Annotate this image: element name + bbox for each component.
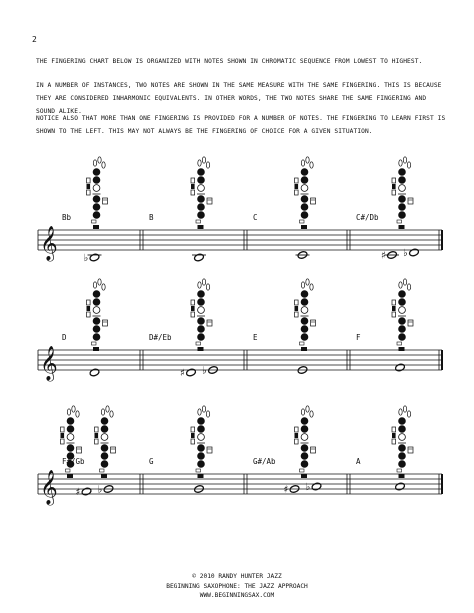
tone-hole-icon xyxy=(198,318,205,325)
low-key-icon xyxy=(301,347,307,351)
tone-hole-icon xyxy=(301,326,308,333)
fingering-diagram xyxy=(295,279,316,351)
palm-key-icon xyxy=(206,162,209,168)
note-label: Bb xyxy=(62,213,72,222)
low-key-icon xyxy=(301,225,307,229)
side-key-icon xyxy=(295,300,299,305)
side-key-icon xyxy=(191,427,195,432)
tone-hole-icon xyxy=(399,461,406,468)
low-key-icon xyxy=(300,220,305,223)
palm-key-icon xyxy=(306,406,309,412)
tone-hole-icon xyxy=(198,204,205,211)
tone-hole-icon xyxy=(301,434,308,441)
side-key-icon xyxy=(87,184,91,189)
tone-hole-icon xyxy=(101,418,108,425)
palm-key-icon xyxy=(102,284,105,290)
tone-hole-icon xyxy=(301,445,308,452)
side-key-icon xyxy=(87,300,91,305)
low-key-icon xyxy=(397,220,402,223)
copyright-line: © 2010 RANDY HUNTER JAZZ xyxy=(192,573,282,580)
low-key-icon xyxy=(300,342,305,345)
tone-hole-icon xyxy=(101,445,108,452)
side-key-icon xyxy=(311,447,316,453)
side-key-icon xyxy=(191,312,195,317)
tone-hole-icon xyxy=(93,212,100,219)
note-label: G#/Ab xyxy=(253,457,276,466)
alternate-fingering-paragraph: NOTICE ALSO THAT MORE THAN ONE FINGERING IS PROVIDED FOR A NUMBER OF NOTES. THE FINGERING TO LEARN FIRST IS SHOWN TO THE LEFT. THIS MAY NOT ALWAYS BE THE FINGERING OF CHOICE FOR A GIVEN SITUATION. xyxy=(36,115,446,135)
footer xyxy=(0,572,474,601)
flat-icon: ♭ xyxy=(305,482,311,493)
side-key-icon xyxy=(103,198,108,204)
low-key-icon xyxy=(196,342,201,345)
tone-hole-icon xyxy=(101,453,108,460)
side-key-icon xyxy=(103,320,108,326)
palm-key-icon xyxy=(399,282,402,288)
palm-key-icon xyxy=(101,409,104,415)
whole-note-icon xyxy=(194,253,205,262)
palm-key-icon xyxy=(407,162,410,168)
tone-hole-icon xyxy=(93,307,100,314)
sharp-icon: ♯ xyxy=(283,484,289,496)
side-key-icon xyxy=(87,190,91,195)
palm-key-icon xyxy=(399,409,402,415)
tone-hole-icon xyxy=(198,185,205,192)
low-key-icon xyxy=(66,469,71,472)
side-key-icon xyxy=(392,178,396,183)
tone-hole-icon xyxy=(399,196,406,203)
tone-hole-icon xyxy=(399,291,406,298)
tone-hole-icon xyxy=(301,453,308,460)
palm-key-icon xyxy=(301,160,304,166)
tone-hole-icon xyxy=(399,307,406,314)
palm-key-icon xyxy=(403,279,406,285)
palm-key-icon xyxy=(202,279,205,285)
low-key-icon xyxy=(92,220,97,223)
palm-key-icon xyxy=(310,284,313,290)
tone-hole-icon xyxy=(198,307,205,314)
flat-icon: ♭ xyxy=(202,365,207,377)
side-key-icon xyxy=(95,433,99,438)
tone-hole-icon xyxy=(93,169,100,176)
palm-key-icon xyxy=(399,160,402,166)
whole-note-icon xyxy=(395,363,406,372)
page-number: 2 xyxy=(32,35,37,44)
side-key-icon xyxy=(295,184,299,189)
side-key-icon xyxy=(392,433,396,438)
whole-note-icon xyxy=(395,482,406,491)
low-key-icon xyxy=(198,225,204,229)
note-label: B xyxy=(149,213,154,222)
sharp-icon: ♯ xyxy=(75,487,81,498)
side-key-icon xyxy=(392,439,396,444)
tone-hole-icon xyxy=(198,291,205,298)
tone-hole-icon xyxy=(198,445,205,452)
palm-key-icon xyxy=(67,409,70,415)
tone-hole-icon xyxy=(301,418,308,425)
side-key-icon xyxy=(295,439,299,444)
side-key-icon xyxy=(61,439,65,444)
tone-hole-icon xyxy=(93,299,100,306)
side-key-icon xyxy=(191,306,195,311)
enharmonic-paragraph: IN A NUMBER OF INSTANCES, TWO NOTES ARE SHOWN IN THE SAME MEASURE WITH THE SAME FINGERING. THIS IS BECAUSE THEY ARE CONSIDERED INHARMONIC EQUIVALENTS. IN OTHER WORDS, THE TWO NOTES SHARE THE SAME FINGERING AND SOUND ALIKE. xyxy=(36,82,442,115)
side-key-icon xyxy=(61,433,65,438)
side-key-icon xyxy=(191,184,195,189)
note-label: A xyxy=(356,457,361,466)
tone-hole-icon xyxy=(301,169,308,176)
note-label: D#/Eb xyxy=(149,333,172,342)
palm-key-icon xyxy=(310,162,313,168)
tone-hole-icon xyxy=(399,434,406,441)
tone-hole-icon xyxy=(198,434,205,441)
sharp-icon: ♯ xyxy=(381,250,386,262)
tone-hole-icon xyxy=(67,418,74,425)
palm-key-icon xyxy=(407,411,410,417)
tone-hole-icon xyxy=(399,453,406,460)
side-key-icon xyxy=(295,433,299,438)
side-key-icon xyxy=(311,198,316,204)
palm-key-icon xyxy=(202,157,205,163)
side-key-icon xyxy=(295,178,299,183)
low-key-icon xyxy=(397,342,402,345)
palm-key-icon xyxy=(306,279,309,285)
side-key-icon xyxy=(392,427,396,432)
low-key-icon xyxy=(397,469,402,472)
tone-hole-icon xyxy=(198,169,205,176)
low-key-icon xyxy=(198,347,204,351)
side-key-icon xyxy=(191,433,195,438)
palm-key-icon xyxy=(407,284,410,290)
low-key-icon xyxy=(399,347,405,351)
side-key-icon xyxy=(408,447,413,453)
side-key-icon xyxy=(191,178,195,183)
palm-key-icon xyxy=(110,411,113,417)
palm-key-icon xyxy=(206,411,209,417)
treble-clef-icon: 𝄞 xyxy=(40,470,58,505)
side-key-icon xyxy=(392,312,396,317)
fingering-diagram xyxy=(87,157,108,229)
whole-note-icon xyxy=(89,253,100,262)
tone-hole-icon xyxy=(101,461,108,468)
low-key-icon xyxy=(93,225,99,229)
palm-key-icon xyxy=(198,282,201,288)
note-label: D xyxy=(62,333,67,342)
whole-note-icon xyxy=(81,487,92,496)
note-label: E xyxy=(253,333,258,342)
whole-note-icon xyxy=(186,368,197,377)
tone-hole-icon xyxy=(198,461,205,468)
tone-hole-icon xyxy=(399,326,406,333)
tone-hole-icon xyxy=(101,426,108,433)
flat-icon: ♭ xyxy=(83,253,89,264)
tone-hole-icon xyxy=(301,204,308,211)
side-key-icon xyxy=(295,190,299,195)
side-key-icon xyxy=(311,320,316,326)
tone-hole-icon xyxy=(301,461,308,468)
fingering-diagram xyxy=(392,279,413,351)
fingering-diagram xyxy=(61,406,116,478)
low-key-icon xyxy=(198,474,204,478)
fingering-diagram xyxy=(191,157,212,229)
tone-hole-icon xyxy=(93,291,100,298)
side-key-icon xyxy=(295,312,299,317)
low-key-icon xyxy=(300,469,305,472)
flat-icon: ♭ xyxy=(403,248,408,259)
tone-hole-icon xyxy=(301,291,308,298)
tone-hole-icon xyxy=(399,212,406,219)
whole-note-icon xyxy=(311,482,322,491)
side-key-icon xyxy=(191,439,195,444)
palm-key-icon xyxy=(306,157,309,163)
tone-hole-icon xyxy=(399,318,406,325)
book-title-line: BEGINNING SAXOPHONE: THE JAZZ APPROACH xyxy=(166,582,308,590)
tone-hole-icon xyxy=(93,177,100,184)
side-key-icon xyxy=(95,427,99,432)
palm-key-icon xyxy=(93,282,96,288)
side-key-icon xyxy=(408,198,413,204)
tone-hole-icon xyxy=(198,326,205,333)
tone-hole-icon xyxy=(399,177,406,184)
fingering-diagram xyxy=(295,157,316,229)
note-label: F xyxy=(356,333,361,342)
palm-key-icon xyxy=(301,282,304,288)
note-label: C xyxy=(253,213,258,222)
fingering-diagram xyxy=(87,279,108,351)
fingering-diagram xyxy=(191,406,212,478)
side-key-icon xyxy=(191,300,195,305)
note-label: G xyxy=(149,457,154,466)
side-key-icon xyxy=(95,439,99,444)
tone-hole-icon xyxy=(198,177,205,184)
tone-hole-icon xyxy=(198,453,205,460)
tone-hole-icon xyxy=(301,318,308,325)
side-key-icon xyxy=(392,184,396,189)
palm-key-icon xyxy=(301,409,304,415)
tone-hole-icon xyxy=(399,445,406,452)
side-key-icon xyxy=(295,427,299,432)
side-key-icon xyxy=(111,447,116,453)
low-key-icon xyxy=(196,220,201,223)
tone-hole-icon xyxy=(399,426,406,433)
low-key-icon xyxy=(92,342,97,345)
whole-note-icon xyxy=(409,248,420,257)
palm-key-icon xyxy=(198,160,201,166)
low-key-icon xyxy=(67,474,73,478)
whole-note-icon xyxy=(89,368,100,377)
palm-key-icon xyxy=(76,411,79,417)
palm-key-icon xyxy=(106,406,109,412)
tone-hole-icon xyxy=(101,434,108,441)
fingering-diagram xyxy=(392,157,413,229)
treble-clef-icon: 𝄞 xyxy=(40,226,58,261)
tone-hole-icon xyxy=(198,426,205,433)
palm-key-icon xyxy=(310,411,313,417)
tone-hole-icon xyxy=(301,307,308,314)
low-key-icon xyxy=(100,469,105,472)
tone-hole-icon xyxy=(67,434,74,441)
flat-icon: ♭ xyxy=(97,484,103,496)
note-label: F#/Gb xyxy=(62,457,85,466)
tone-hole-icon xyxy=(301,212,308,219)
side-key-icon xyxy=(392,306,396,311)
treble-clef-icon: 𝄞 xyxy=(40,346,58,381)
tone-hole-icon xyxy=(198,212,205,219)
website-line: WWW.BEGINNINGSAX.COM xyxy=(199,592,275,599)
side-key-icon xyxy=(87,178,91,183)
side-key-icon xyxy=(392,190,396,195)
side-key-icon xyxy=(207,447,212,453)
palm-key-icon xyxy=(102,162,105,168)
tone-hole-icon xyxy=(198,299,205,306)
tone-hole-icon xyxy=(399,185,406,192)
palm-key-icon xyxy=(202,406,205,412)
tone-hole-icon xyxy=(198,418,205,425)
low-key-icon xyxy=(399,225,405,229)
palm-key-icon xyxy=(72,406,75,412)
side-key-icon xyxy=(61,427,65,432)
side-key-icon xyxy=(87,312,91,317)
tone-hole-icon xyxy=(301,196,308,203)
tone-hole-icon xyxy=(93,326,100,333)
side-key-icon xyxy=(87,306,91,311)
tone-hole-icon xyxy=(93,334,100,341)
side-key-icon xyxy=(77,447,82,453)
tone-hole-icon xyxy=(301,185,308,192)
tone-hole-icon xyxy=(399,299,406,306)
tone-hole-icon xyxy=(198,334,205,341)
palm-key-icon xyxy=(98,279,101,285)
side-key-icon xyxy=(408,320,413,326)
tone-hole-icon xyxy=(198,196,205,203)
tone-hole-icon xyxy=(301,334,308,341)
tone-hole-icon xyxy=(93,318,100,325)
tone-hole-icon xyxy=(67,445,74,452)
tone-hole-icon xyxy=(93,196,100,203)
tone-hole-icon xyxy=(399,334,406,341)
palm-key-icon xyxy=(93,160,96,166)
tone-hole-icon xyxy=(399,418,406,425)
palm-key-icon xyxy=(198,409,201,415)
tone-hole-icon xyxy=(93,185,100,192)
tone-hole-icon xyxy=(399,169,406,176)
tone-hole-icon xyxy=(399,204,406,211)
fingering-diagram xyxy=(392,406,413,478)
side-key-icon xyxy=(207,320,212,326)
low-key-icon xyxy=(93,347,99,351)
tone-hole-icon xyxy=(67,426,74,433)
palm-key-icon xyxy=(403,157,406,163)
sharp-icon: ♯ xyxy=(180,368,185,379)
side-key-icon xyxy=(207,198,212,204)
tone-hole-icon xyxy=(301,426,308,433)
palm-key-icon xyxy=(98,157,101,163)
low-key-icon xyxy=(399,474,405,478)
tone-hole-icon xyxy=(301,299,308,306)
palm-key-icon xyxy=(206,284,209,290)
intro-paragraph: THE FINGERING CHART BELOW IS ORGANIZED WITH NOTES SHOWN IN CHROMATIC SEQUENCE FROM LOWEST TO HIGHEST. xyxy=(36,58,423,65)
palm-key-icon xyxy=(403,406,406,412)
fingering-diagram xyxy=(295,406,316,478)
side-key-icon xyxy=(392,300,396,305)
tone-hole-icon xyxy=(93,204,100,211)
side-key-icon xyxy=(295,306,299,311)
low-key-icon xyxy=(301,474,307,478)
side-key-icon xyxy=(191,190,195,195)
note-label: C#/Db xyxy=(356,213,379,222)
low-key-icon xyxy=(196,469,201,472)
fingering-diagram xyxy=(191,279,212,351)
tone-hole-icon xyxy=(301,177,308,184)
low-key-icon xyxy=(101,474,107,478)
